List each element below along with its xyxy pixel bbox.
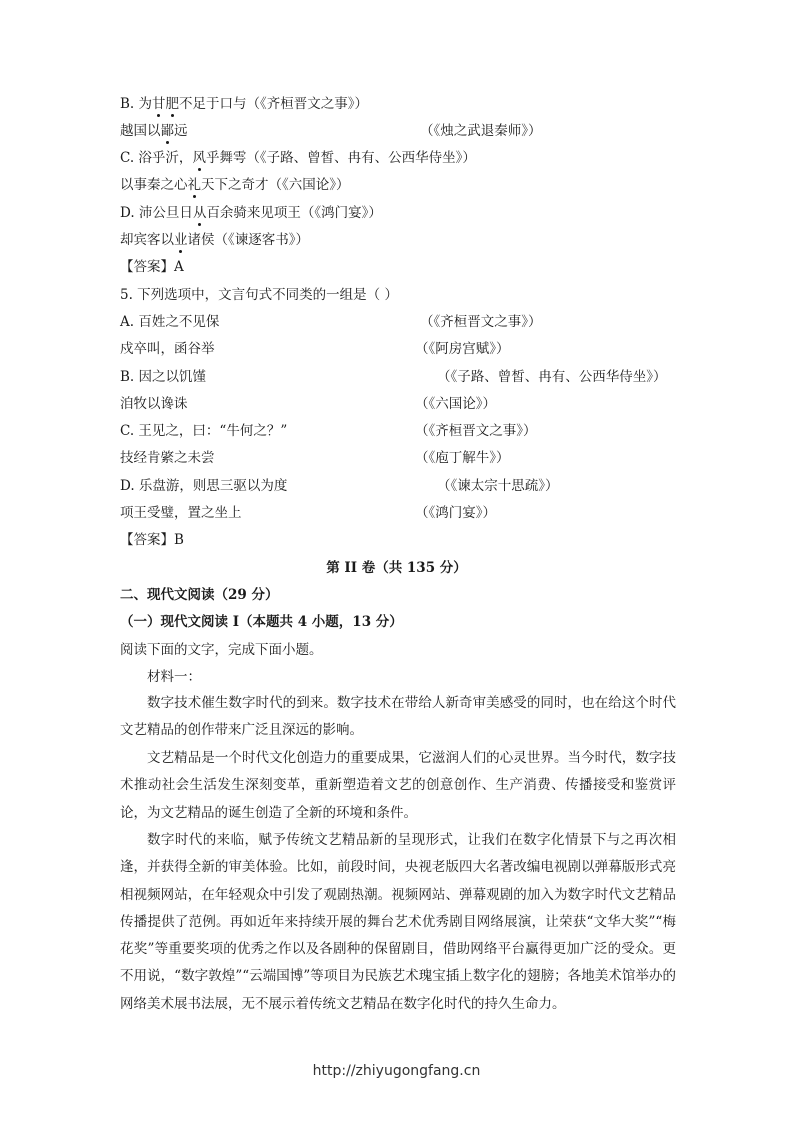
q5-row-source: （《六国论》） xyxy=(415,396,496,412)
q5-row-source: （《子路、曾皙、冉有、公西华侍坐》） xyxy=(437,369,667,385)
q4-option-b-line1: B. 为甘肥不足于口与（《齐桓晋文之事》） xyxy=(120,96,369,112)
material-label: 材料一： xyxy=(147,669,201,685)
paragraph: 文艺精品是一个时代文化创造力的重要成果，它滋润人们的心灵世界。当今时代，数字技术推动社会生活发生深刻变革，重新塑造着文艺的创意创作、生产消费、传播接受和鉴赏评论，为文艺精品的诞生创造了全新的环境和条件。 xyxy=(120,750,676,821)
q5-row-text: D. 乐盘游，则思三驱以为度 xyxy=(120,478,288,494)
q5-row-source: （《庖丁解牛》） xyxy=(415,450,510,466)
paragraph: 数字技术催生数字时代的到来。数字技术在带给人新奇审美感受的同时，也在给这个时代文艺精品的创作带来广泛且深远的影响。 xyxy=(120,695,676,739)
q5-stem: 5. 下列选项中，文言句式不同类的一组是（ ） xyxy=(120,287,398,303)
q4-answer: 【答案】A xyxy=(120,259,184,275)
q5-row-source: （《阿房宫赋》） xyxy=(415,341,510,357)
q4-option-d-line1: D. 沛公旦日从百余骑来见项王（《鸿门宴》） xyxy=(120,205,382,221)
q5-row-source: （《齐桓晋文之事》） xyxy=(415,423,537,439)
volume-title: 第 II 卷（共 135 分） xyxy=(326,560,467,576)
q5-row-text: 戍卒叫，函谷举 xyxy=(120,341,215,357)
q4-option-c-line2: 以事秦之心礼天下之奇才（《六国论》） xyxy=(120,177,350,193)
instruction: 阅读下面的文字，完成下面小题。 xyxy=(120,642,323,658)
footer-url: http://zhiyugongfang.cn xyxy=(312,1063,481,1079)
q5-row-text: 项王受璧，置之坐上 xyxy=(120,505,242,521)
q5-row-text: A. 百姓之不见保 xyxy=(120,314,220,330)
section-title: 二、现代文阅读（29 分） xyxy=(120,587,279,603)
q5-row-text: 技经肯綮之未尝 xyxy=(120,450,215,466)
paragraph: 数字时代的来临，赋予传统文艺精品新的呈现形式，让我们在数字化情景下与之再次相逢，并获得全新的审美体验。比如，前段时间，央视老版四大名著改编电视剧以弹幕版形式亮相视频网站，在年轻观众中引发了观剧热潮。视频网站、弹幕观剧的加入为数字时代文艺精品传播提供了范例。再如近年来持续开展的舞台艺术优秀剧目网络展演，让荣获“文华大奖”“梅花奖”等重要奖项的优秀之作以及各剧种的保留剧目，借助网络平台赢得更加广泛的受众。更不用说，“数字敦煌”“云端国博”等项目为民族艺术瑰宝插上数字化的翅膀；各地美术馆举办的网络美术展书法展，无不展示着传统文艺精品在数字化时代的持久生命力。 xyxy=(120,832,676,1012)
q5-row-source: （《谏太宗十思疏》） xyxy=(437,478,559,494)
q4-option-c-line1: C. 浴乎沂，风乎舞雩（《子路、曾皙、冉有、公西华侍坐》） xyxy=(120,150,476,166)
q5-row-text: 洎牧以谗诛 xyxy=(120,396,188,412)
q4-option-b-source: （《烛之武退秦师》） xyxy=(420,123,542,139)
q5-row-source: （《齐桓晋文之事》） xyxy=(420,314,542,330)
q4-option-d-line2: 却宾客以业诸侯（《谏逐客书》） xyxy=(120,232,309,248)
q5-row-text: B. 因之以饥馑 xyxy=(120,369,207,385)
subsection-title: （一）现代文阅读 I（本题共 4 小题，13 分） xyxy=(120,614,403,630)
q4-option-b-line2: 越国以鄙远 xyxy=(120,123,188,139)
q5-row-text: C. 王见之，曰：“牛何之？” xyxy=(120,423,288,439)
q5-row-source: （《鸿门宴》） xyxy=(415,505,496,521)
q5-answer: 【答案】B xyxy=(120,532,184,548)
